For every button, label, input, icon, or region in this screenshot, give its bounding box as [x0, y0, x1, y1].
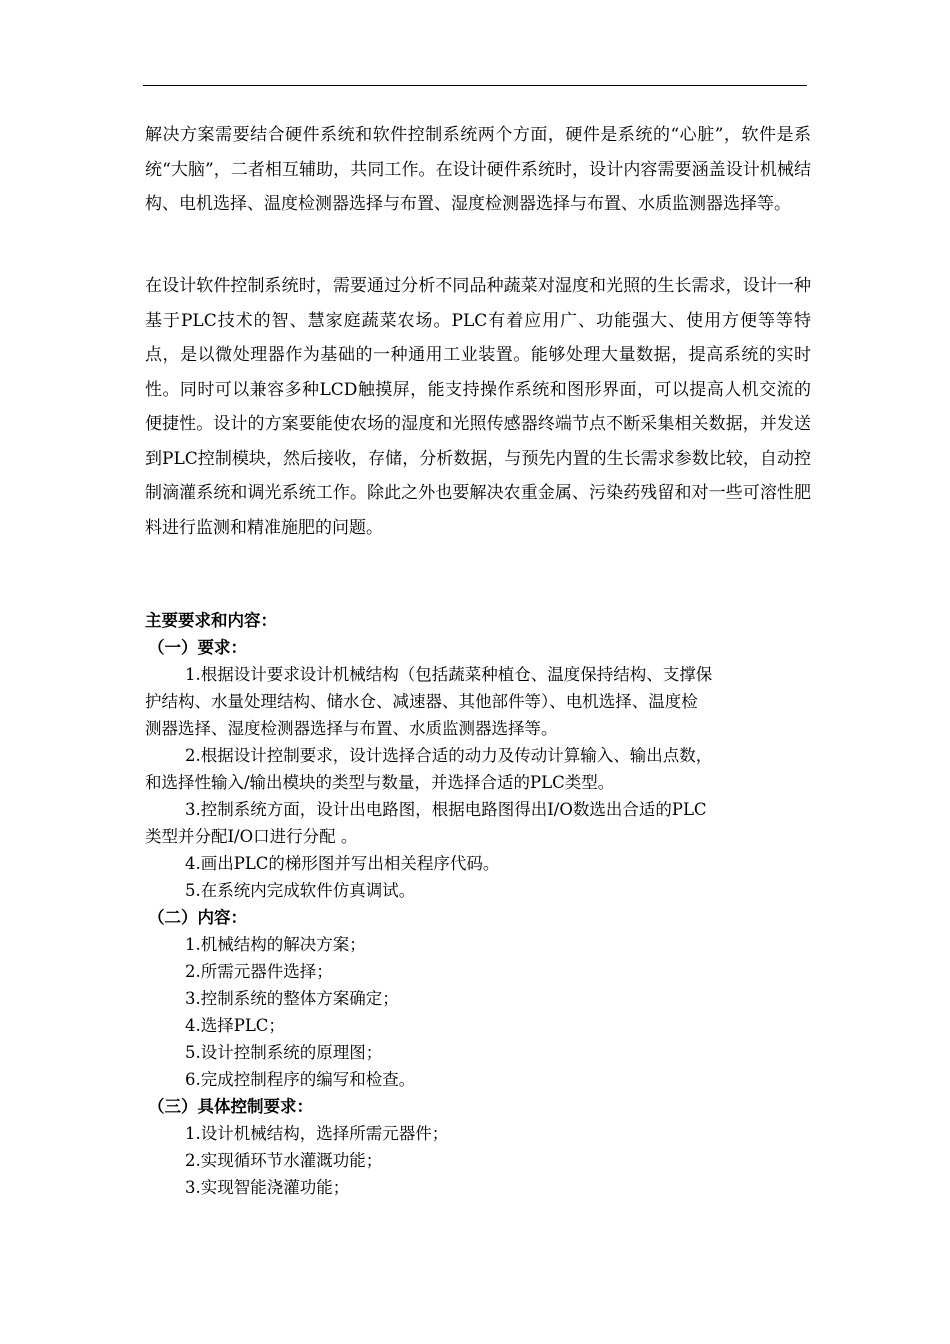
- control-heading: （三）具体控制要求：: [148, 1097, 313, 1116]
- header-rule: [143, 85, 807, 86]
- requirements-heading: （一）要求：: [148, 638, 247, 657]
- control-item: 3.实现智能浇灌功能；: [185, 1178, 350, 1197]
- control-item: 1.设计机械结构，选择所需元器件；: [185, 1124, 449, 1143]
- requirement-line: 类型并分配I/O口进行分配 。: [145, 827, 358, 846]
- content-item: 3.控制系统的整体方案确定；: [185, 989, 399, 1008]
- requirement-line: 2.根据设计控制要求，设计选择合适的动力及传动计算输入、输出点数，: [185, 746, 713, 765]
- intro-paragraph-1: 解决方案需要结合硬件系统和软件控制系统两个方面，硬件是系统的“心脏”，软件是系统“大脑”，二者相互辅助，共同工作。在设计硬件系统时，设计内容需要涵盖设计机械结构、电机选择、温度检测器选择与布置、湿度检测器选择与布置、水质监测器选择等。: [145, 125, 811, 214]
- requirement-line: 5.在系统内完成软件仿真调试。: [185, 881, 416, 900]
- content-item: 6.完成控制程序的编写和检查。: [185, 1070, 416, 1089]
- requirement-line: 和选择性输入/输出模块的类型与数量，并选择合适的PLC类型。: [145, 773, 615, 792]
- requirement-line: 1.根据设计要求设计机械结构（包括蔬菜种植仓、温度保持结构、支撑保: [185, 665, 713, 684]
- requirements-section: [145, 607, 811, 1201]
- requirement-line: 3.控制系统方面，设计出电路图，根据电路图得出I/O数选出合适的PLC: [185, 800, 707, 819]
- requirement-line: 4.画出PLC的梯形图并写出相关程序代码。: [185, 854, 500, 873]
- main-heading: 主要要求和内容：: [145, 611, 277, 630]
- requirement-line: 护结构、水量处理结构、储水仓、减速器、其他部件等）、电机选择、温度检: [145, 692, 698, 711]
- content-item: 1.机械结构的解决方案；: [185, 935, 366, 954]
- content-item: 4.选择PLC；: [185, 1016, 285, 1035]
- content-item: 2.所需元器件选择；: [185, 962, 333, 981]
- intro-paragraph-2: 在设计软件控制系统时，需要通过分析不同品种蔬菜对湿度和光照的生长需求，设计一种基于PLC技术的智、慧家庭蔬菜农场。PLC有着应用广、功能强大、使用方便等等特点，是以微处理器作为基础的一种通用工业装置。能够处理大量数据，提高系统的实时性。同时可以兼容多种LCD触摸屏，能支持操作系统和图形界面，可以提高人机交流的便捷性。设计的方案要能使农场的湿度和光照传感器终端节点不断采集相关数据，并发送到PLC控制模块，然后接收，存储，分析数据，与预先内置的生长需求参数比较，自动控制滴灌系统和调光系统工作。除此之外也要解决农重金属、污染药残留和对一些可溶性肥料进行监测和精准施肥的问题。: [145, 276, 811, 538]
- requirement-line: 测器选择、湿度检测器选择与布置、水质监测器选择等。: [145, 719, 558, 738]
- content-item: 5.设计控制系统的原理图；: [185, 1043, 383, 1062]
- control-item: 2.实现循环节水灌溉功能；: [185, 1151, 383, 1170]
- contents-heading: （二）内容：: [148, 908, 247, 927]
